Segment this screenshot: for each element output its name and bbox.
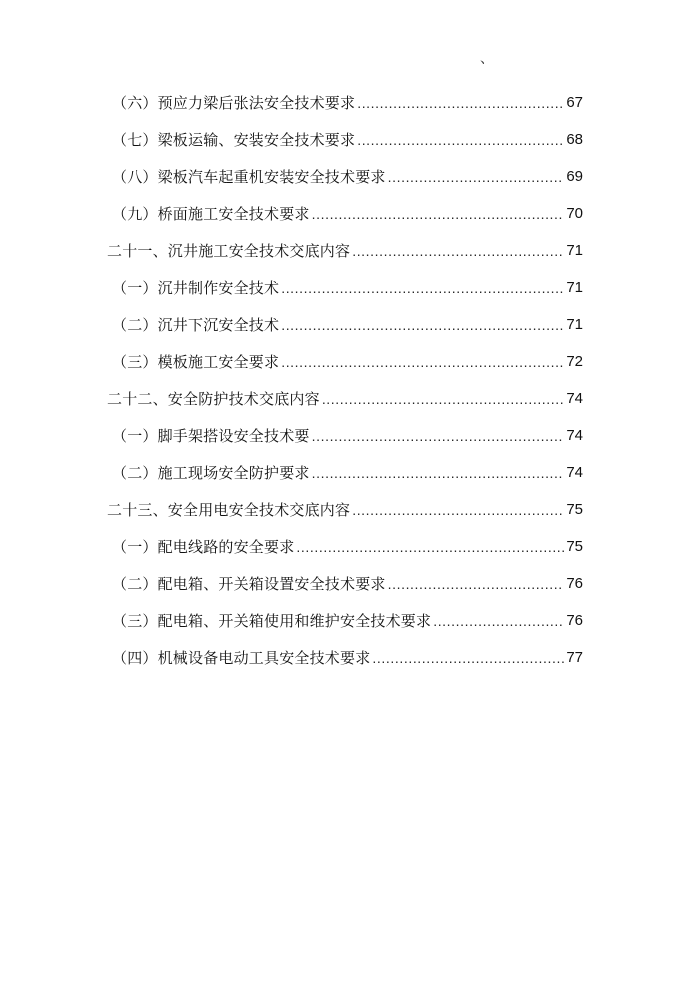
toc-entry[interactable] xyxy=(112,158,583,195)
toc-leader-dots xyxy=(357,95,564,111)
toc-entry[interactable] xyxy=(112,565,583,602)
toc-leader-dots xyxy=(312,428,565,444)
toc-entry-title: （一）脚手架搭设安全技术要 xyxy=(112,427,310,445)
toc-leader-dots xyxy=(388,169,565,185)
toc-entry[interactable] xyxy=(112,602,583,639)
toc-entry-page: 76 xyxy=(566,612,583,629)
toc-entry-title: 二十二、安全防护技术交底内容 xyxy=(107,390,320,408)
toc-entry-page: 74 xyxy=(566,464,583,481)
toc-entry-title: （三）配电箱、开关箱使用和维护安全技术要求 xyxy=(112,612,432,630)
toc-leader-dots xyxy=(357,132,564,148)
toc-entry[interactable] xyxy=(107,380,583,417)
toc-entry[interactable] xyxy=(112,454,583,491)
toc-entry[interactable] xyxy=(107,232,583,269)
toc-entry[interactable] xyxy=(112,121,583,158)
toc-entry-title: （二）配电箱、开关箱设置安全技术要求 xyxy=(112,575,386,593)
toc-entry-page: 72 xyxy=(566,353,583,370)
toc-entry-title: 二十一、沉井施工安全技术交底内容 xyxy=(107,242,351,260)
toc-leader-dots xyxy=(281,354,564,370)
toc-entry[interactable] xyxy=(112,195,583,232)
toc-entry-title: （一）沉井制作安全技术 xyxy=(112,279,280,297)
toc-entry-title: （六）预应力梁后张法安全技术要求 xyxy=(112,94,356,112)
toc-entry[interactable] xyxy=(107,491,583,528)
toc-entry-title: （二）沉井下沉安全技术 xyxy=(112,316,280,334)
toc-entry[interactable] xyxy=(112,417,583,454)
toc-entry-page: 74 xyxy=(566,427,583,444)
toc-leader-dots xyxy=(281,317,564,333)
toc-entry-page: 70 xyxy=(566,205,583,222)
toc-entry-page: 67 xyxy=(566,94,583,111)
toc-entry-page: 71 xyxy=(566,316,583,333)
toc-entry[interactable] xyxy=(112,84,583,121)
toc-leader-dots xyxy=(322,391,565,407)
toc-entry[interactable] xyxy=(112,306,583,343)
toc-entry[interactable] xyxy=(112,269,583,306)
toc-entry-title: （二）施工现场安全防护要求 xyxy=(112,464,310,482)
toc-leader-dots xyxy=(352,243,564,259)
toc-entry[interactable] xyxy=(112,639,583,676)
toc-leader-dots xyxy=(296,539,564,555)
toc-leader-dots xyxy=(352,502,564,518)
toc-leader-dots xyxy=(388,576,565,592)
toc-entry-title: （九）桥面施工安全技术要求 xyxy=(112,205,310,223)
toc-entry-title: （七）梁板运输、安装安全技术要求 xyxy=(112,131,356,149)
toc-entry-page: 77 xyxy=(566,649,583,666)
toc-entry-page: 75 xyxy=(566,538,583,555)
toc-entry-page: 75 xyxy=(566,501,583,518)
toc-leader-dots xyxy=(312,465,565,481)
toc-leader-dots xyxy=(372,650,564,666)
toc-entry[interactable] xyxy=(112,343,583,380)
toc-entry-title: （八）梁板汽车起重机安装安全技术要求 xyxy=(112,168,386,186)
toc-entry-page: 71 xyxy=(566,279,583,296)
toc-leader-dots xyxy=(281,280,564,296)
toc-entry-title: （三）模板施工安全要求 xyxy=(112,353,280,371)
toc-entry-page: 71 xyxy=(566,242,583,259)
toc-entry-title: （一）配电线路的安全要求 xyxy=(112,538,295,556)
toc-entry-title: （四）机械设备电动工具安全技术要求 xyxy=(112,649,371,667)
toc-leader-dots xyxy=(312,206,565,222)
toc-entry-page: 69 xyxy=(566,168,583,185)
page-mark: 、 xyxy=(480,51,494,67)
toc-entry-page: 76 xyxy=(566,575,583,592)
toc-entry-title: 二十三、安全用电安全技术交底内容 xyxy=(107,501,351,519)
toc-entry-page: 74 xyxy=(566,390,583,407)
toc-entry[interactable] xyxy=(112,528,583,565)
toc-entry-page: 68 xyxy=(566,131,583,148)
toc-leader-dots xyxy=(433,613,564,629)
